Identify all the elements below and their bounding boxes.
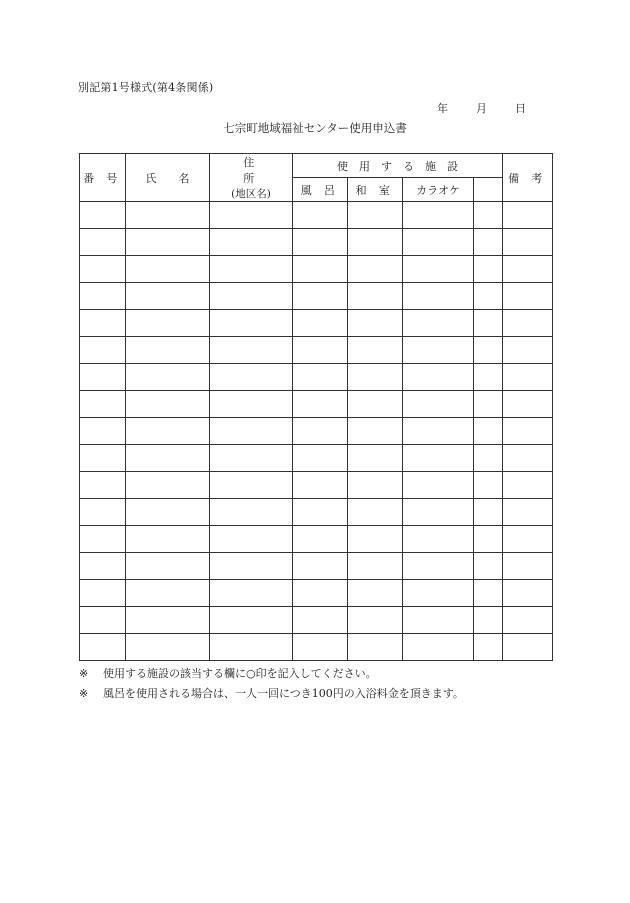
date-year-label: 年 xyxy=(437,102,448,115)
cell-karaoke[interactable] xyxy=(403,499,474,526)
cell-address[interactable] xyxy=(210,229,293,256)
table-row xyxy=(80,580,553,607)
cell-address[interactable] xyxy=(210,256,293,283)
cell-name[interactable] xyxy=(126,499,210,526)
cell-name[interactable] xyxy=(126,337,210,364)
cell-facility-blank[interactable] xyxy=(474,418,503,445)
cell-karaoke[interactable] xyxy=(403,418,474,445)
cell-remarks[interactable] xyxy=(503,580,553,607)
application-table xyxy=(79,153,553,661)
cell-japanese-room[interactable] xyxy=(348,310,403,337)
cell-karaoke[interactable] xyxy=(403,553,474,580)
header-bath: 風 呂 xyxy=(293,178,348,202)
cell-japanese-room[interactable] xyxy=(348,418,403,445)
cell-japanese-room[interactable] xyxy=(348,499,403,526)
table-row xyxy=(80,202,553,229)
cell-address[interactable] xyxy=(210,472,293,499)
cell-bath[interactable] xyxy=(293,607,348,634)
cell-japanese-room[interactable] xyxy=(348,391,403,418)
document-title: 七宗町地域福祉センター使用申込書 xyxy=(223,121,407,135)
cell-remarks[interactable] xyxy=(503,337,553,364)
cell-remarks[interactable] xyxy=(503,202,553,229)
notes xyxy=(79,664,464,704)
table-row xyxy=(80,256,553,283)
cell-name[interactable] xyxy=(126,580,210,607)
cell-name[interactable] xyxy=(126,553,210,580)
cell-name[interactable] xyxy=(126,229,210,256)
cell-japanese-room[interactable] xyxy=(348,337,403,364)
table-row xyxy=(80,364,553,391)
cell-remarks[interactable] xyxy=(503,634,553,661)
table-row xyxy=(80,229,553,256)
cell-facility-blank[interactable] xyxy=(474,310,503,337)
cell-karaoke[interactable] xyxy=(403,634,474,661)
cell-bath[interactable] xyxy=(293,310,348,337)
cell-karaoke[interactable] xyxy=(403,256,474,283)
header-name: 氏 名 xyxy=(126,154,210,202)
cell-name[interactable] xyxy=(126,202,210,229)
cell-karaoke[interactable] xyxy=(403,364,474,391)
cell-facility-blank[interactable] xyxy=(474,256,503,283)
cell-japanese-room[interactable] xyxy=(348,283,403,310)
cell-bath[interactable] xyxy=(293,580,348,607)
cell-name[interactable] xyxy=(126,472,210,499)
cell-remarks[interactable] xyxy=(503,499,553,526)
note-mark: ※ xyxy=(79,687,89,700)
cell-karaoke[interactable] xyxy=(403,607,474,634)
cell-bath[interactable] xyxy=(293,499,348,526)
cell-name[interactable] xyxy=(126,445,210,472)
cell-facility-blank[interactable] xyxy=(474,499,503,526)
cell-karaoke[interactable] xyxy=(403,310,474,337)
table-row xyxy=(80,472,553,499)
cell-address[interactable] xyxy=(210,607,293,634)
cell-karaoke[interactable] xyxy=(403,391,474,418)
cell-number[interactable] xyxy=(80,391,126,418)
cell-japanese-room[interactable] xyxy=(348,607,403,634)
table-row xyxy=(80,445,553,472)
cell-address[interactable] xyxy=(210,391,293,418)
header-number: 番 号 xyxy=(80,154,126,202)
cell-karaoke[interactable] xyxy=(403,580,474,607)
header-facilities: 使 用 す る 施 設 xyxy=(293,154,503,178)
cell-bath[interactable] xyxy=(293,445,348,472)
table-row xyxy=(80,526,553,553)
table-row xyxy=(80,553,553,580)
cell-number[interactable] xyxy=(80,445,126,472)
cell-remarks[interactable] xyxy=(503,445,553,472)
cell-number[interactable] xyxy=(80,634,126,661)
cell-remarks[interactable] xyxy=(503,418,553,445)
table-row xyxy=(80,634,553,661)
cell-address[interactable] xyxy=(210,337,293,364)
cell-number[interactable] xyxy=(80,229,126,256)
cell-number[interactable] xyxy=(80,526,126,553)
table-row xyxy=(80,418,553,445)
date-day-label: 日 xyxy=(515,102,526,115)
cell-remarks[interactable] xyxy=(503,472,553,499)
cell-remarks[interactable] xyxy=(503,391,553,418)
cell-japanese-room[interactable] xyxy=(348,229,403,256)
header-japanese-room: 和 室 xyxy=(348,178,403,202)
cell-bath[interactable] xyxy=(293,634,348,661)
date-line xyxy=(437,100,526,116)
cell-address[interactable] xyxy=(210,634,293,661)
cell-name[interactable] xyxy=(126,634,210,661)
cell-facility-blank[interactable] xyxy=(474,337,503,364)
cell-remarks[interactable] xyxy=(503,607,553,634)
cell-bath[interactable] xyxy=(293,526,348,553)
table-row xyxy=(80,337,553,364)
header-address: 住 所 (地区名) xyxy=(210,154,293,202)
note-1 xyxy=(79,664,464,684)
cell-number[interactable] xyxy=(80,283,126,310)
cell-bath[interactable] xyxy=(293,283,348,310)
table-row xyxy=(80,283,553,310)
cell-number[interactable] xyxy=(80,337,126,364)
cell-facility-blank[interactable] xyxy=(474,553,503,580)
cell-facility-blank[interactable] xyxy=(474,580,503,607)
cell-address[interactable] xyxy=(210,580,293,607)
cell-facility-blank[interactable] xyxy=(474,202,503,229)
cell-address[interactable] xyxy=(210,526,293,553)
cell-karaoke[interactable] xyxy=(403,229,474,256)
cell-facility-blank[interactable] xyxy=(474,634,503,661)
cell-facility-blank[interactable] xyxy=(474,283,503,310)
cell-address[interactable] xyxy=(210,553,293,580)
cell-number[interactable] xyxy=(80,418,126,445)
cell-name[interactable] xyxy=(126,526,210,553)
cell-bath[interactable] xyxy=(293,391,348,418)
cell-address[interactable] xyxy=(210,364,293,391)
cell-bath[interactable] xyxy=(293,472,348,499)
cell-number[interactable] xyxy=(80,310,126,337)
cell-remarks[interactable] xyxy=(503,526,553,553)
cell-remarks[interactable] xyxy=(503,553,553,580)
table-row xyxy=(80,391,553,418)
cell-facility-blank[interactable] xyxy=(474,445,503,472)
table-row xyxy=(80,310,553,337)
header-remarks: 備 考 xyxy=(503,154,553,202)
cell-address[interactable] xyxy=(210,499,293,526)
note-mark: ※ xyxy=(79,667,89,680)
cell-number[interactable] xyxy=(80,202,126,229)
cell-number[interactable] xyxy=(80,553,126,580)
cell-name[interactable] xyxy=(126,418,210,445)
cell-japanese-room[interactable] xyxy=(348,445,403,472)
note-text: 使用する施設の該当する欄に○印を記入してください。 xyxy=(103,667,377,680)
cell-remarks[interactable] xyxy=(503,229,553,256)
cell-remarks[interactable] xyxy=(503,310,553,337)
cell-karaoke[interactable] xyxy=(403,472,474,499)
cell-bath[interactable] xyxy=(293,229,348,256)
cell-bath[interactable] xyxy=(293,418,348,445)
cell-number[interactable] xyxy=(80,472,126,499)
cell-karaoke[interactable] xyxy=(403,445,474,472)
cell-facility-blank[interactable] xyxy=(474,364,503,391)
cell-number[interactable] xyxy=(80,256,126,283)
cell-bath[interactable] xyxy=(293,256,348,283)
note-2 xyxy=(79,684,464,704)
header-facility-blank xyxy=(474,178,503,202)
cell-facility-blank[interactable] xyxy=(474,391,503,418)
cell-number[interactable] xyxy=(80,607,126,634)
table-row xyxy=(80,499,553,526)
cell-address[interactable] xyxy=(210,418,293,445)
cell-name[interactable] xyxy=(126,256,210,283)
cell-facility-blank[interactable] xyxy=(474,229,503,256)
cell-address[interactable] xyxy=(210,445,293,472)
cell-name[interactable] xyxy=(126,364,210,391)
cell-remarks[interactable] xyxy=(503,283,553,310)
cell-name[interactable] xyxy=(126,283,210,310)
cell-name[interactable] xyxy=(126,391,210,418)
cell-bath[interactable] xyxy=(293,337,348,364)
form-reference: 別記第1号様式(第4条関係) xyxy=(78,81,214,94)
cell-bath[interactable] xyxy=(293,364,348,391)
cell-japanese-room[interactable] xyxy=(348,634,403,661)
cell-facility-blank[interactable] xyxy=(474,472,503,499)
cell-number[interactable] xyxy=(80,580,126,607)
cell-karaoke[interactable] xyxy=(403,202,474,229)
date-month-label: 月 xyxy=(476,102,487,115)
cell-japanese-room[interactable] xyxy=(348,580,403,607)
cell-japanese-room[interactable] xyxy=(348,526,403,553)
cell-japanese-room[interactable] xyxy=(348,256,403,283)
table-row xyxy=(80,607,553,634)
cell-karaoke[interactable] xyxy=(403,526,474,553)
cell-karaoke[interactable] xyxy=(403,283,474,310)
cell-name[interactable] xyxy=(126,310,210,337)
cell-japanese-room[interactable] xyxy=(348,553,403,580)
cell-address[interactable] xyxy=(210,283,293,310)
cell-number[interactable] xyxy=(80,499,126,526)
cell-remarks[interactable] xyxy=(503,364,553,391)
note-text: 風呂を使用される場合は、一人一回につき100円の入浴料金を頂きます。 xyxy=(103,687,464,700)
cell-facility-blank[interactable] xyxy=(474,607,503,634)
cell-karaoke[interactable] xyxy=(403,337,474,364)
header-karaoke: カラオケ xyxy=(403,178,474,202)
cell-bath[interactable] xyxy=(293,553,348,580)
cell-name[interactable] xyxy=(126,607,210,634)
cell-japanese-room[interactable] xyxy=(348,364,403,391)
cell-remarks[interactable] xyxy=(503,256,553,283)
cell-bath[interactable] xyxy=(293,202,348,229)
cell-japanese-room[interactable] xyxy=(348,202,403,229)
cell-address[interactable] xyxy=(210,202,293,229)
table-body xyxy=(80,202,553,661)
cell-number[interactable] xyxy=(80,364,126,391)
cell-japanese-room[interactable] xyxy=(348,472,403,499)
cell-address[interactable] xyxy=(210,310,293,337)
cell-facility-blank[interactable] xyxy=(474,526,503,553)
